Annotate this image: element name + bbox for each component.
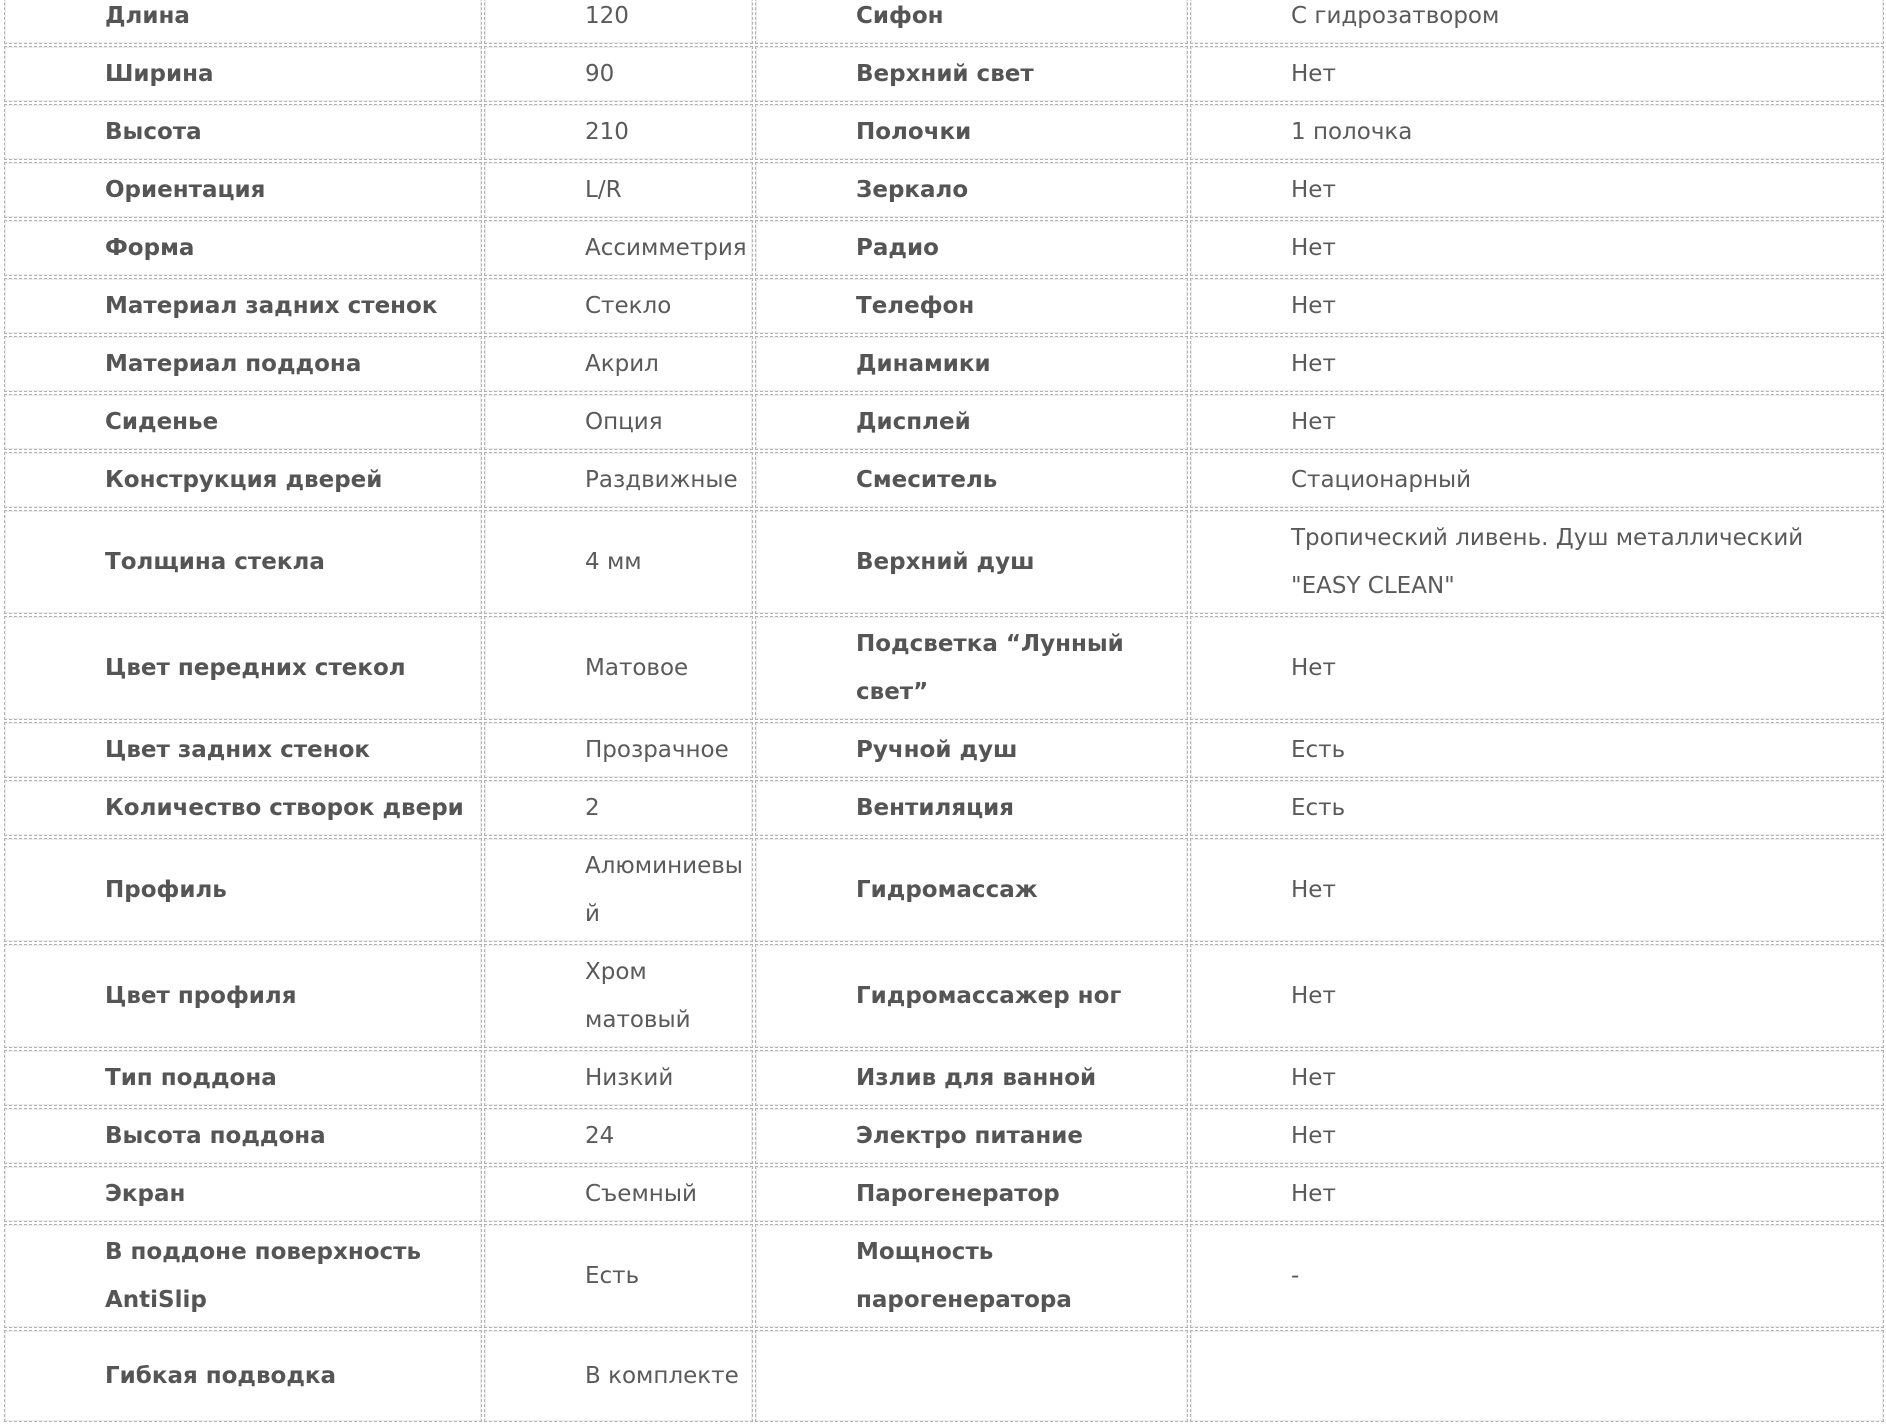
table-row [4, 510, 1884, 614]
spec-label: В поддоне поверхность AntiSlip [4, 1224, 482, 1328]
spec-value: 2 [484, 780, 753, 836]
spec-label: Зеркало [755, 162, 1188, 218]
spec-label: Высота поддона [4, 1108, 482, 1164]
table-row [4, 394, 1884, 450]
spec-value: Стационарный [1190, 452, 1884, 508]
spec-label: Смеситель [755, 452, 1188, 508]
spec-label: Длина [4, 0, 482, 44]
spec-value: Раздвижные [484, 452, 753, 508]
spec-label: Ориентация [4, 162, 482, 218]
table-row [4, 0, 1884, 44]
spec-label: Ручной душ [755, 722, 1188, 778]
spec-label: Гидромассажер ног [755, 944, 1188, 1048]
spec-value: 90 [484, 46, 753, 102]
spec-value: Хром матовый [484, 944, 753, 1048]
spec-value: Тропический ливень. Душ металлический "EASY CLEAN" [1190, 510, 1884, 614]
spec-value: Нет [1190, 1166, 1884, 1222]
table-row [4, 452, 1884, 508]
spec-label [755, 1330, 1188, 1422]
spec-value: Нет [1190, 1108, 1884, 1164]
spec-value: 1 полочка [1190, 104, 1884, 160]
table-row [4, 162, 1884, 218]
spec-label: Форма [4, 220, 482, 276]
spec-label: Материал поддона [4, 336, 482, 392]
table-row [4, 616, 1884, 720]
spec-label: Верхний свет [755, 46, 1188, 102]
spec-label: Цвет профиля [4, 944, 482, 1048]
spec-label: Сифон [755, 0, 1188, 44]
spec-value: 24 [484, 1108, 753, 1164]
spec-value: Акрил [484, 336, 753, 392]
spec-label: Полочки [755, 104, 1188, 160]
spec-label: Парогенератор [755, 1166, 1188, 1222]
table-row [4, 780, 1884, 836]
spec-value: Опция [484, 394, 753, 450]
table-row [4, 722, 1884, 778]
table-row [4, 944, 1884, 1048]
spec-label: Цвет передних стекол [4, 616, 482, 720]
table-row [4, 220, 1884, 276]
spec-label: Ширина [4, 46, 482, 102]
spec-value: 120 [484, 0, 753, 44]
spec-value [1190, 1330, 1884, 1422]
table-row [4, 336, 1884, 392]
table-row [4, 278, 1884, 334]
spec-value: 210 [484, 104, 753, 160]
table-row [4, 1050, 1884, 1106]
spec-value: Нет [1190, 278, 1884, 334]
spec-value: Стекло [484, 278, 753, 334]
spec-label: Верхний душ [755, 510, 1188, 614]
spec-label: Экран [4, 1166, 482, 1222]
spec-label: Гибкая подводка [4, 1330, 482, 1422]
table-row [4, 46, 1884, 102]
spec-label: Динамики [755, 336, 1188, 392]
spec-label: Дисплей [755, 394, 1188, 450]
spec-value: Ассимметрия [484, 220, 753, 276]
spec-value: Матовое [484, 616, 753, 720]
spec-label: Тип поддона [4, 1050, 482, 1106]
spec-label: Подсветка “Лунный свет” [755, 616, 1188, 720]
spec-label: Радио [755, 220, 1188, 276]
table-row [4, 1166, 1884, 1222]
spec-label: Гидромассаж [755, 838, 1188, 942]
spec-value: Прозрачное [484, 722, 753, 778]
spec-label: Количество створок двери [4, 780, 482, 836]
spec-value: С гидрозатвором [1190, 0, 1884, 44]
spec-value: Есть [1190, 722, 1884, 778]
spec-value: Нет [1190, 1050, 1884, 1106]
table-row [4, 838, 1884, 942]
spec-value: Нет [1190, 46, 1884, 102]
spec-value: Нет [1190, 616, 1884, 720]
table-row [4, 104, 1884, 160]
spec-label: Излив для ванной [755, 1050, 1188, 1106]
table-row [4, 1224, 1884, 1328]
spec-value: Есть [484, 1224, 753, 1328]
spec-label: Профиль [4, 838, 482, 942]
specification-table [2, 0, 1886, 1424]
spec-label: Электро питание [755, 1108, 1188, 1164]
spec-label: Телефон [755, 278, 1188, 334]
spec-value: Нет [1190, 394, 1884, 450]
table-row [4, 1108, 1884, 1164]
spec-value: L/R [484, 162, 753, 218]
spec-value: Нет [1190, 838, 1884, 942]
spec-value: Нет [1190, 944, 1884, 1048]
spec-value: Низкий [484, 1050, 753, 1106]
spec-value: Алюминиевый [484, 838, 753, 942]
spec-label: Мощность парогенератора [755, 1224, 1188, 1328]
spec-label: Высота [4, 104, 482, 160]
spec-value: Есть [1190, 780, 1884, 836]
spec-value: Нет [1190, 162, 1884, 218]
spec-label: Сиденье [4, 394, 482, 450]
spec-value: Нет [1190, 220, 1884, 276]
spec-label: Вентиляция [755, 780, 1188, 836]
spec-value: - [1190, 1224, 1884, 1328]
spec-label: Толщина стекла [4, 510, 482, 614]
spec-label: Цвет задних стенок [4, 722, 482, 778]
table-row [4, 1330, 1884, 1422]
spec-label: Материал задних стенок [4, 278, 482, 334]
spec-value: В комплекте [484, 1330, 753, 1422]
spec-value: Нет [1190, 336, 1884, 392]
spec-label: Конструкция дверей [4, 452, 482, 508]
spec-value: Съемный [484, 1166, 753, 1222]
spec-value: 4 мм [484, 510, 753, 614]
